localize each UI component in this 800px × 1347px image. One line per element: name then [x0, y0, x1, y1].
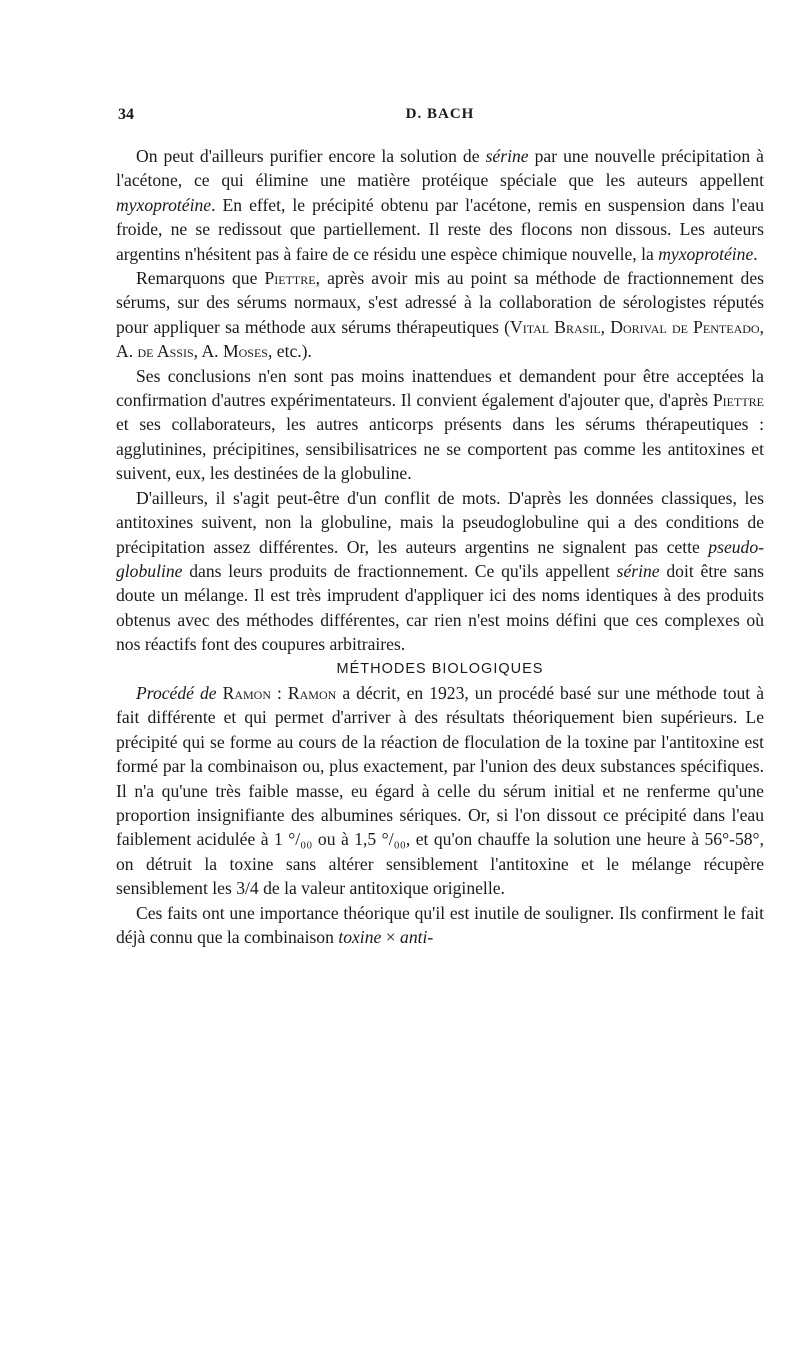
author-names: Vital Brasil, Dorival de Penteado, A. de Assis, A. Moses — [116, 316, 764, 362]
paragraph-1 — [116, 144, 764, 266]
text: : — [271, 682, 288, 703]
text: D'ailleurs, il s'agit peut-être d'un conflit de mots. D'après les données classiques, les antitoxines suivent, non la globuline, mais la pseudoglobuline qui a des conditions de précipitation assez différentes. Or, les auteurs argentins ne signalent pas cette — [116, 487, 764, 557]
text: doit être sans doute un mélange. Il est très imprudent d'appliquer ici des noms identiques à des produits obtenus avec des méthodes différentes, car rien n'est moins défini que ces complexes où nos réactifs font des coupures arbitraires. — [116, 560, 764, 655]
text: × — [381, 927, 401, 947]
author-name: Ramon — [222, 682, 271, 703]
text: , après avoir mis au point sa méthode de fractionnement des sérums, sur des sérums normaux, s'est adressé à la collaboration de sérologistes réputés pour appliquer sa méthode aux sérums thérapeutiques ( — [116, 268, 764, 337]
paragraph-3 — [116, 364, 764, 486]
text: par une nouvelle précipitation à l'acétone, ce qui élimine une matière protéique spéciale que les auteurs appellent — [116, 146, 764, 191]
italic-term: anti- — [400, 927, 434, 947]
text: . En effet, le précipité obtenu par l'acétone, remis en suspension dans l'eau froide, ne se redissout que partiellement. Il reste des flocons non dissous. Les auteurs argentins n'hésitent pas à faire de ce résidu une espèce chimique nouvelle, la — [116, 194, 764, 264]
running-title: D. BACH — [405, 106, 475, 122]
text: On peut d'ailleurs purifier encore la solution de — [136, 146, 486, 166]
text: et ses collaborateurs, les autres anticorps présents dans les sérums thérapeutiques : agglutinines, précipitines, sensibilisatrices ne se comportent pas comme les antitoxines et suivent, eux, les destinées de la globuline. — [116, 414, 764, 484]
author-name: Piettre — [712, 390, 764, 411]
italic-term: sérine — [616, 560, 660, 581]
paragraph-4 — [116, 486, 764, 657]
body-text — [116, 144, 764, 949]
text: Ces faits ont une importance théorique qu'il est inutile de souligner. Ils confirment le fait déjà connu que la combinaison — [116, 902, 764, 947]
text: , etc.). — [267, 341, 312, 362]
italic-term: Procédé de — [136, 682, 217, 703]
text: a décrit, en 1923, un procédé basé sur une méthode tout à fait différente et qui permet d'arriver à des résultats théoriquement bien supérieurs. Le précipité qui se forme au cours de la réaction de floculation de la toxine par l'antitoxine est formé par la combinaison ou, plus exactement, par l'union des deux substances spécifiques. Il n'a qu'une très faible masse, eu égard à celle du sérum initial et ne renferme qu'une proportion insignifiante des albumines sériques. Or, si l'on dissout ce précipité dans l'eau faiblement acidulée à 1 °/₀₀ ou à 1,5 °/₀₀, et qu'on chauffe la solution une heure à 56°-58°, on détruit la toxine sans altérer sensiblement l'antitoxine et le mélange récupère sensiblement les 3/4 de la valeur antitoxique originelle. — [116, 682, 765, 899]
text: dans leurs produits de fractionnement. Ce qu'ils appellent — [182, 560, 617, 581]
section-heading: MÉTHODES BIOLOGIQUES — [336, 660, 544, 677]
text: . — [753, 243, 758, 264]
italic-term: sérine — [485, 146, 529, 166]
page-number: 34 — [118, 106, 134, 123]
text: Ses conclusions n'en sont pas moins inattendues et demandent pour être acceptées la confirmation d'autres expérimentateurs. Il convient également d'ajouter que, d'après — [116, 365, 764, 411]
italic-term: toxine — [338, 927, 382, 947]
italic-term: pseudo-globuline — [116, 536, 764, 581]
italic-term: myxoprotéine — [116, 194, 212, 215]
italic-term: myxoprotéine — [658, 243, 754, 264]
text: Remarquons que — [136, 268, 265, 289]
paragraph-6 — [116, 901, 764, 950]
paragraph-5 — [116, 681, 764, 901]
running-head — [118, 106, 762, 130]
paragraph-2 — [116, 266, 764, 364]
author-name: Piettre — [264, 268, 316, 289]
author-name: Ramon — [287, 682, 337, 703]
